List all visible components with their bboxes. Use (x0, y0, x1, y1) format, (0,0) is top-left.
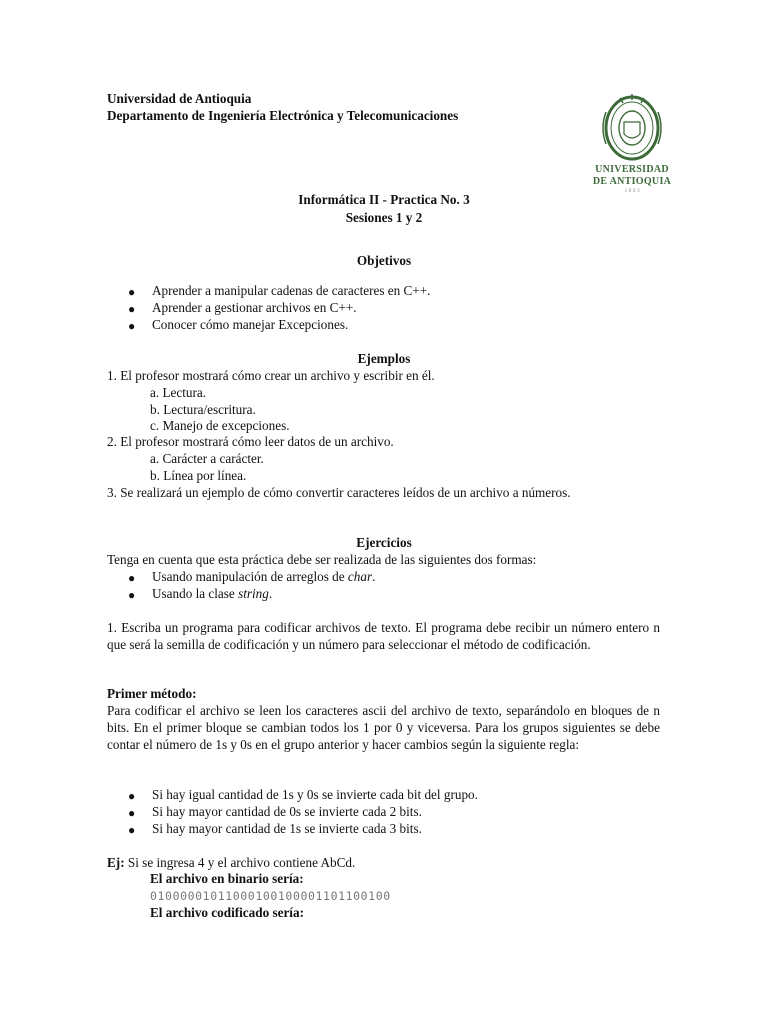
ejemplo-1: 1. El profesor mostrará cómo crear un archivo y escribir en él. (107, 368, 435, 383)
binary-label: El archivo en binario sería: (150, 871, 304, 886)
encoded-label: El archivo codificado sería: (150, 905, 304, 920)
list-item: Aprender a manipular cadenas de caracteres en C++. (152, 283, 431, 298)
bullet-icon: ● (128, 823, 136, 837)
ejemplo-2: 2. El profesor mostrará cómo leer datos de un archivo. (107, 434, 394, 449)
form-item-string: Usando la clase string. (152, 586, 273, 601)
list-item: Aprender a gestionar archivos en C++. (152, 300, 357, 315)
logo-line-2: DE ANTIOQUIA (592, 176, 672, 187)
practice-title: Informática II - Practica No. 3 (298, 192, 470, 207)
ejemplo-3: 3. Se realizará un ejemplo de cómo convertir caracteres leídos de un archivo a números. (107, 485, 571, 500)
university-logo (590, 92, 674, 196)
bullet-icon: ● (128, 588, 136, 602)
bullet-icon: ● (128, 285, 136, 299)
primer-metodo-text: Para codificar el archivo se leen los caracteres ascii del archivo de texto, separándolo en bloques de n bits. En el primer bloque se cambian todos los 1 por 0 y viceversa. Para los grupos siguientes se debe contar el número de 1s y 0s en el grupo anterior y hacer cambios según la siguiente regla: (107, 703, 660, 752)
bullet-icon: ● (128, 571, 136, 585)
rule-item: Si hay mayor cantidad de 0s se invierte cada 2 bits. (152, 804, 422, 819)
primer-metodo-heading: Primer método: (107, 686, 197, 701)
objetivos-heading: Objetivos (356, 253, 412, 268)
example-line: Ej: Si se ingresa 4 y el archivo contiene AbCd. (107, 855, 356, 870)
logo-line-1: UNIVERSIDAD (595, 164, 669, 175)
bullet-icon: ● (128, 302, 136, 316)
ejemplo-1a: a. Lectura. (150, 385, 207, 400)
list-item: Conocer cómo manejar Excepciones. (152, 317, 349, 332)
ejercicios-intro: Tenga en cuenta que esta práctica debe ser realizada de las siguientes dos formas: (107, 552, 537, 567)
rule-item: Si hay mayor cantidad de 1s se invierte cada 3 bits. (152, 821, 422, 836)
ejemplos-heading: Ejemplos (357, 351, 411, 366)
rule-item: Si hay igual cantidad de 1s y 0s se invierte cada bit del grupo. (152, 787, 478, 802)
ejemplo-2a: a. Carácter a carácter. (150, 451, 264, 466)
ejemplo-1b: b. Lectura/escritura. (150, 402, 256, 417)
ejercicios-heading: Ejercicios (356, 535, 412, 550)
logo-year: 1 8 0 3 (624, 188, 640, 194)
practice-sessions: Sesiones 1 y 2 (345, 210, 423, 225)
bullet-icon: ● (128, 789, 136, 803)
exercise-1-paragraph: 1. Escriba un programa para codificar archivos de texto. El programa debe recibir un número entero n que será la semilla de codificación y un número para seleccionar el método de codificación. (107, 620, 660, 652)
binary-value: 01000001011000100100001101100100 (150, 889, 391, 903)
bullet-icon: ● (128, 806, 136, 820)
form-item-char: Usando manipulación de arreglos de char. (152, 569, 376, 584)
university-name: Universidad de Antioquia (107, 91, 252, 106)
bullet-icon: ● (128, 319, 136, 333)
ejemplo-2b: b. Línea por línea. (150, 468, 247, 483)
department-name: Departamento de Ingeniería Electrónica y Telecomunicaciones (107, 108, 459, 123)
ejemplo-1c: c. Manejo de excepciones. (150, 418, 290, 433)
